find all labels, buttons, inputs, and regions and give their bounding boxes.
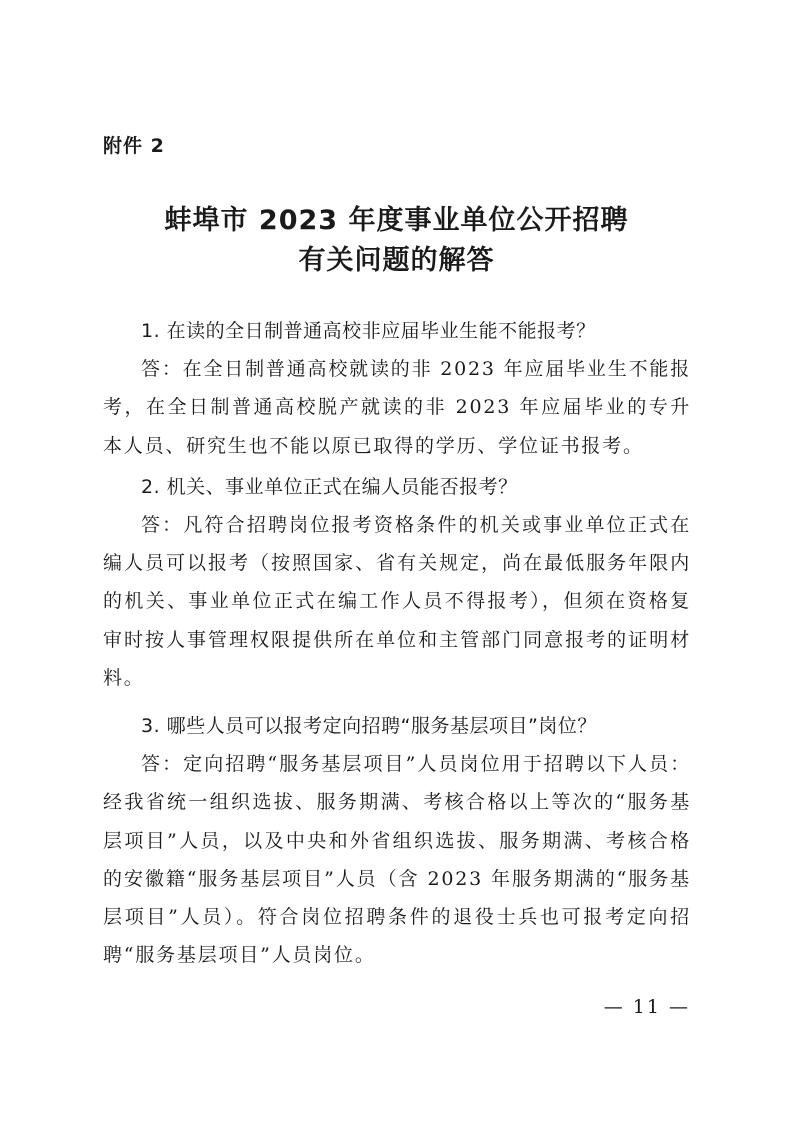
question-1: 1. 在读的全日制普通高校非应届毕业生能不能报考？ xyxy=(141,320,596,342)
document-title-line-1: 蚌埠市 2023 年度事业单位公开招聘 xyxy=(164,205,629,236)
attachment-label: 附件 2 xyxy=(103,135,165,157)
answer-3: 答：定向招聘“服务基层项目”人员岗位用于招聘以下人员：经我省统一组织选拔、服务期满、考核合格以上等次的“服务基层项目”人员，以及中央和外省组织选拔、服务期满、考核合格的安徽籍“服务基层项目”人员（含 2023 年服务期满的“服务基层项目”人员）。符合岗位招聘条件的退役士兵也可报考定向招聘“服务基层项目”人员岗位。 xyxy=(103,753,691,967)
question-2: 2. 机关、事业单位正式在编人员能否报考？ xyxy=(141,475,518,498)
document-title-line-2: 有关问题的解答 xyxy=(298,245,495,276)
page-number: — 11 — xyxy=(603,996,690,1018)
answer-1: 答：在全日制普通高校就读的非 2023 年应届毕业生不能报考，在全日制普通高校脱产就读的非 2023 年应届毕业的专升本人员、研究生也不能以原已取得的学历、学位证书报考。 xyxy=(103,358,691,457)
question-3: 3. 哪些人员可以报考定向招聘“服务基层项目”岗位？ xyxy=(141,715,597,738)
qa-section xyxy=(103,312,691,974)
answer-2: 答：凡符合招聘岗位报考资格条件的机关或事业单位正式在编人员可以报考（按照国家、省有关规定，尚在最低服务年限内的机关、事业单位正式在编工作人员不得报考），但须在资格复审时按人事管理权限提供所在单位和主管部门同意报考的证明材料。 xyxy=(103,514,691,689)
